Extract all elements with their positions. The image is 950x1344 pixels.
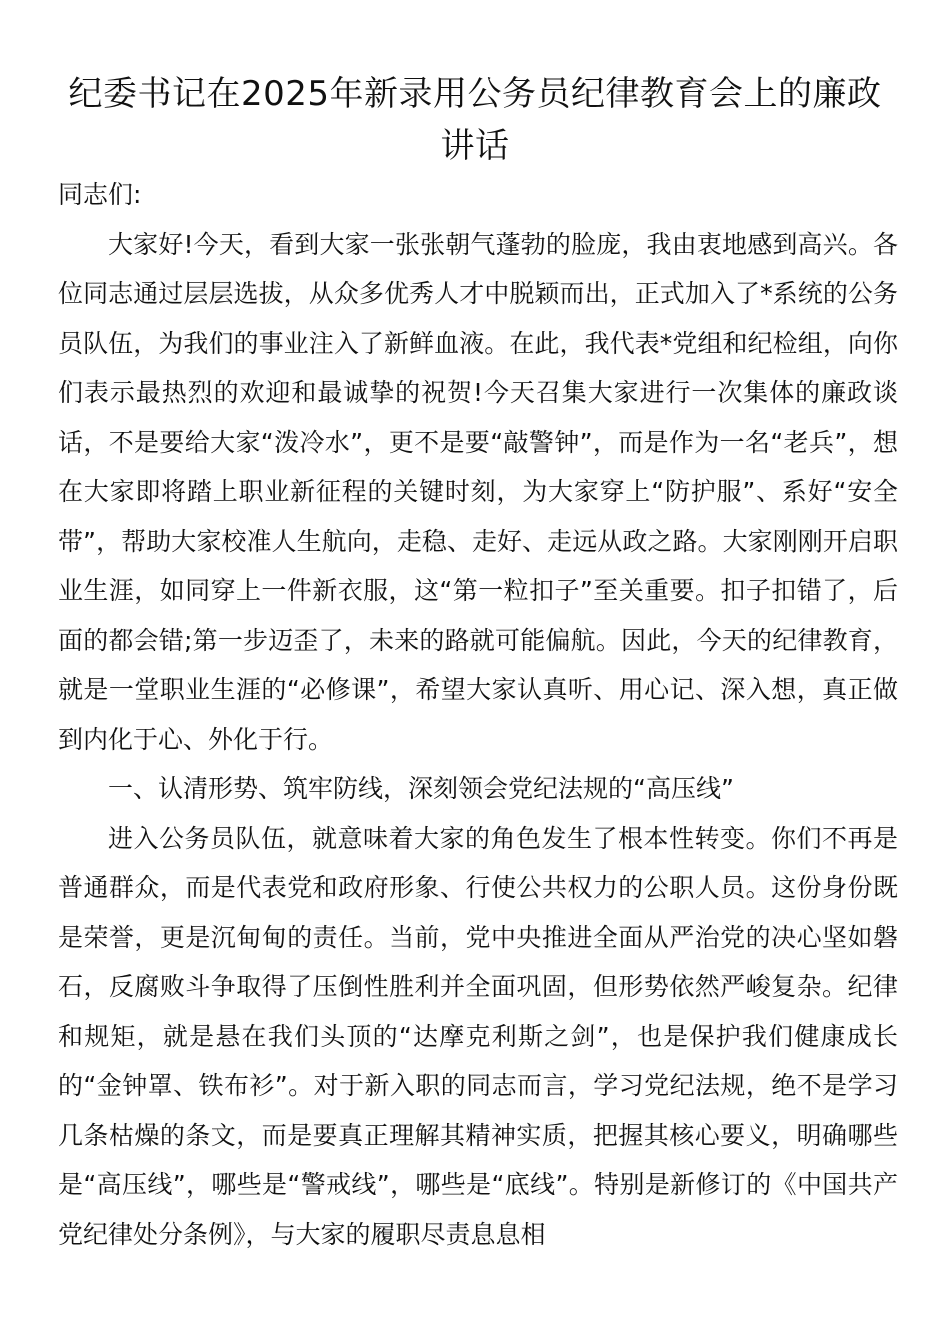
opening-paragraph: 大家好!今天，看到大家一张张朝气蓬勃的脸庞，我由衷地感到高兴。各位同志通过层层选拔，从众多优秀人才中脱颖而出，正式加入了*系统的公务员队伍，为我们的事业注入了新鲜血液。在此，我代表*党组和纪检组，向你们表示最热烈的欢迎和最诚挚的祝贺!今天召集大家进行一次集体的廉政谈话，不是要给大家“泼冷水”，更不是要“敲警钟”，而是作为一名“老兵”，想在大家即将踏上职业新征程的关键时刻，为大家穿上“防护服”、系好“安全带”，帮助大家校准人生航向，走稳、走好、走远从政之路。大家刚刚开启职业生涯，如同穿上一件新衣服，这“第一粒扣子”至关重要。扣子扣错了，后面的都会错;第一步迈歪了，未来的路就可能偏航。因此，今天的纪律教育，就是一堂职业生涯的“必修课”，希望大家认真听、用心记、深入想，真正做到内化于心、外化于行。 <box>58 229 898 754</box>
section-paragraph: 进入公务员队伍，就意味着大家的角色发生了根本性转变。你们不再是普通群众，而是代表党和政府形象、行使公共权力的公职人员。这份身份既是荣誉，更是沉甸甸的责任。当前，党中央推进全面从严治党的决心坚如磐石，反腐败斗争取得了压倒性胜利并全面巩固，但形势依然严峻复杂。纪律和规矩，就是悬在我们头顶的“达摩克利斯之剑”，也是保护我们健康成长的“金钟罩、铁布衫”。对于新入职的同志而言，学习党纪法规，绝不是学习几条枯燥的条文，而是要真正理解其精神实质，把握其核心要义，明确哪些是“高压线”，哪些是“警戒线”，哪些是“底线”。特别是新修订的《中国共产党纪律处分条例》，与大家的履职尽责息息相 <box>58 823 898 1249</box>
document-body <box>58 170 898 1259</box>
document-title: 纪委书记在2025年新录用公务员纪律教育会上的廉政讲话 <box>68 74 882 166</box>
salutation: 同志们: <box>58 180 142 209</box>
section-heading: 一、认清形势、筑牢防线，深刻领会党纪法规的“高压线” <box>108 774 734 803</box>
